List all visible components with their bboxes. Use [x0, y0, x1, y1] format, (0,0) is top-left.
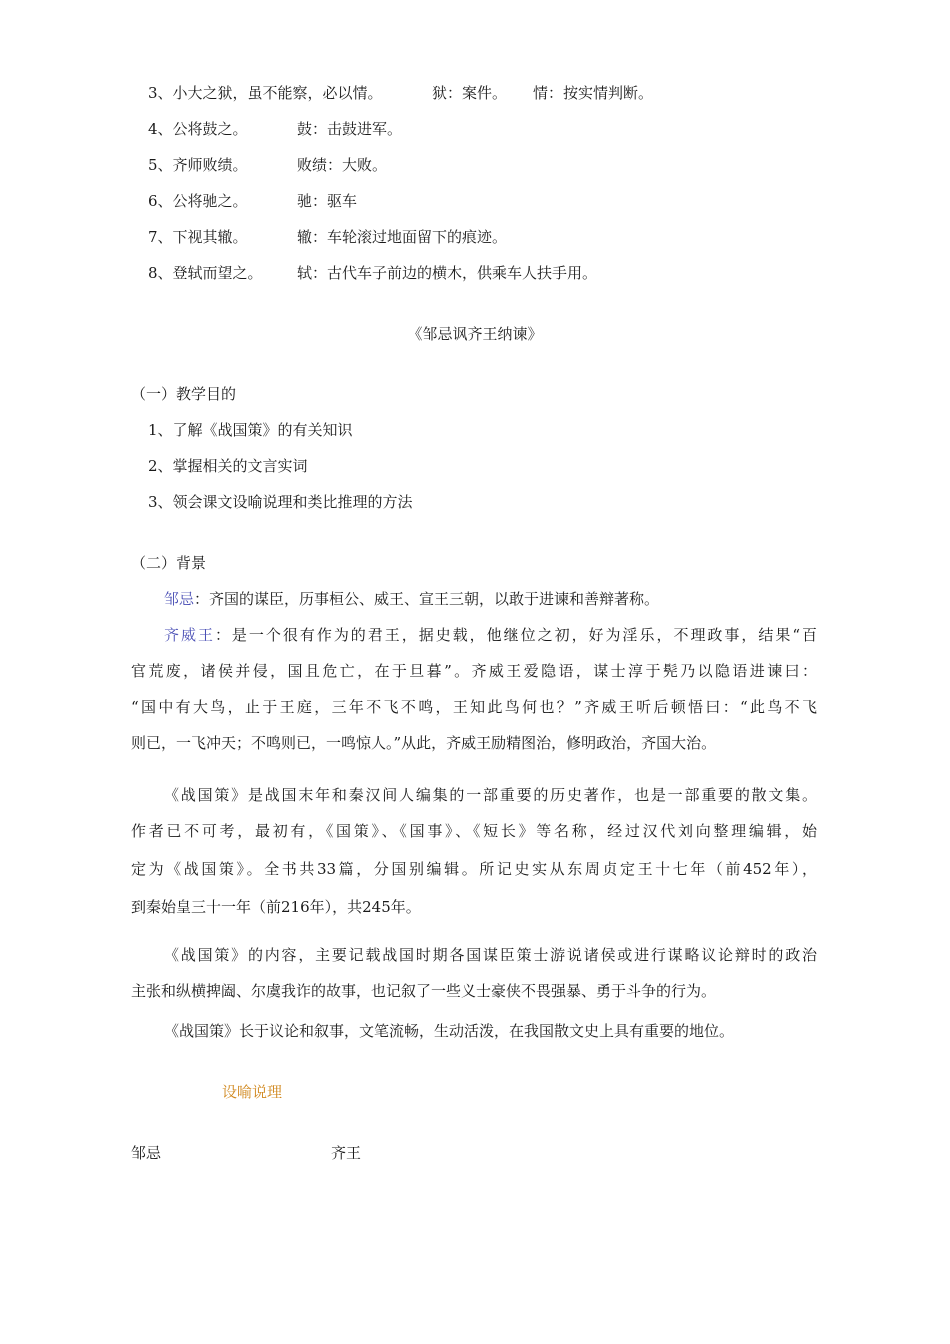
paragraph-line: 主张和纵横捭阖、尔虞我诈的故事，也记叙了一些义士豪侠不畏强暴、勇于斗争的行为。 [131, 982, 717, 1000]
vocab-term: 6、公将驰之。 [148, 192, 248, 210]
zhanguoce-paragraph-3: 《战国策》长于议论和叙事，文笔流畅，生动活泼，在我国散文史上具有重要的地位。 [164, 1022, 735, 1040]
person-name-zouji: 邹忌 [164, 590, 195, 608]
weiwang-paragraph [131, 625, 817, 769]
section-heading-background: （二）背景 [131, 554, 207, 572]
paragraph-line: 《战国策》的内容，主要记载战国时期各国谋臣策士游说诸侯或进行谋略议论辩时的政治 [164, 946, 817, 964]
vocab-gloss: 辙：车轮滚过地面留下的痕迹。 [297, 228, 508, 246]
paragraph-line: “国中有大鸟，止于王庭，三年不飞不鸣，王知此鸟何也？”齐威王听后顿悟曰：“此鸟不飞 [131, 698, 817, 716]
vocab-term: 8、登轼而望之。 [148, 264, 263, 282]
vocab-term: 7、下视其辙。 [148, 228, 248, 246]
person-name-weiwang: 齐威王 [164, 626, 215, 644]
section-heading-objectives: （一）教学目的 [131, 385, 237, 403]
zhanguoce-paragraph-2 [131, 945, 817, 1017]
objective-item: 3、领会课文设喻说理和类比推理的方法 [148, 493, 413, 511]
zhanguoce-paragraph-1 [131, 785, 817, 933]
vocab-gloss: 驰：驱车 [297, 192, 358, 210]
paragraph-line: 官荒废，诸侯并侵，国且危亡，在于旦暮”。齐威王爱隐语，谋士淳于髡乃以隐语进谏曰： [131, 662, 817, 680]
objective-item: 1、了解《战国策》的有关知识 [148, 421, 353, 439]
vocab-term: 4、公将鼓之。 [148, 120, 248, 138]
analogy-left-label: 邹忌 [131, 1144, 162, 1162]
paragraph-line: 则已，一飞冲天；不鸣则已，一鸣惊人。”从此，齐威王励精图治，修明政治，齐国大治。 [131, 734, 717, 752]
zouji-description: ：齐国的谋臣，历事桓公、威王、宣王三朝，以敢于进谏和善辩著称。 [194, 590, 660, 608]
zouji-intro [164, 589, 659, 609]
paragraph-line: 齐威王：是一个很有作为的君王，据史载，他继位之初，好为淫乐，不理政事，结果“百 [164, 626, 817, 644]
paragraph-line: 《战国策》是战国末年和秦汉间人编集的一部重要的历史著作，也是一部重要的散文集。 [164, 786, 817, 804]
analogy-label: 设喻说理 [222, 1083, 283, 1101]
vocab-term: 5、齐师败绩。 [148, 156, 248, 174]
analogy-right-label: 齐王 [331, 1144, 362, 1162]
vocab-gloss: 狱：案件。 [432, 84, 508, 102]
paragraph-line: 定为《战国策》。全书共33篇，分国别编辑。所记史实从东周贞定王十七年（前452年）， [131, 860, 817, 878]
vocab-gloss: 情：按实情判断。 [533, 84, 654, 102]
objective-item: 2、掌握相关的文言实词 [148, 457, 308, 475]
paragraph-line: 到秦始皇三十一年（前216年），共245年。 [131, 898, 421, 916]
vocab-gloss: 败绩：大败。 [297, 156, 388, 174]
vocab-gloss: 鼓：击鼓进军。 [297, 120, 403, 138]
vocab-term: 3、小大之狱，虽不能察，必以情。 [148, 84, 383, 102]
paragraph-line: 作者已不可考，最初有，《国策》、《国事》、《短长》等名称，经过汉代刘向整理编辑，始 [131, 822, 817, 840]
lesson-title: 《邹忌讽齐王纳谏》 [407, 325, 543, 343]
vocab-gloss: 轼：古代车子前边的横木，供乘车人扶手用。 [297, 264, 598, 282]
